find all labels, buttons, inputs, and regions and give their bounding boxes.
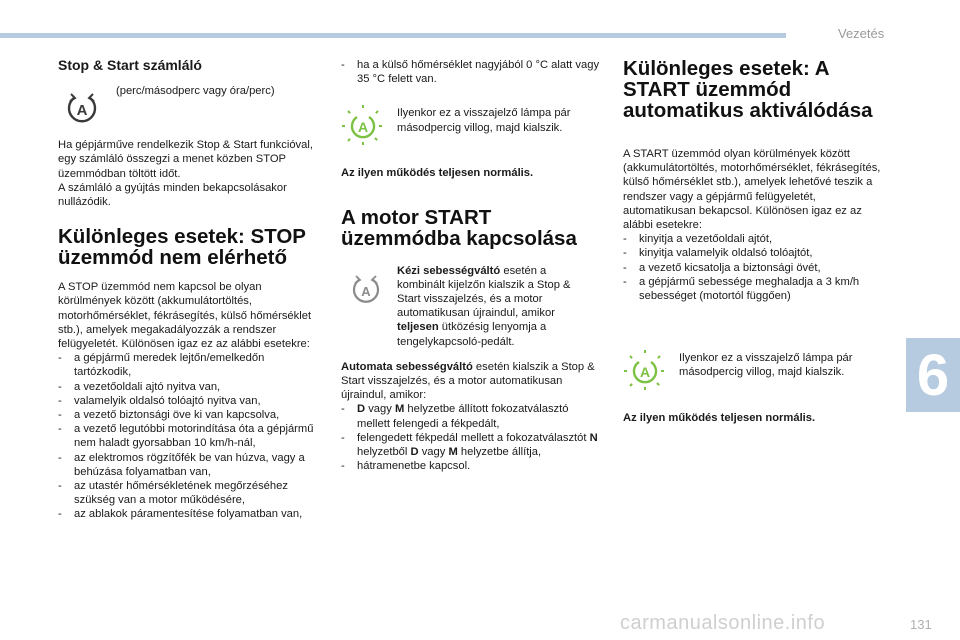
chapter-tab: 6 <box>906 338 960 412</box>
normal-text: Az ilyen működés teljesen normális. <box>341 167 534 180</box>
start-list <box>623 232 885 303</box>
motor-start-heading: A motor START üzemmódba kapcsolása <box>341 205 577 250</box>
page-number: 131 <box>910 617 932 632</box>
stop-list <box>58 351 316 521</box>
counter-heading: Stop & Start számláló <box>58 57 202 73</box>
watermark: carmanualsonline.info <box>620 612 826 634</box>
counter-text-2: A számláló a gyújtás minden bekapcsolásakor nullázódik. <box>58 181 287 209</box>
counter-icon-row <box>58 86 316 128</box>
svg-text:A: A <box>361 283 371 299</box>
svg-text:A: A <box>76 102 88 120</box>
list-item: - a vezető biztonsági öve ki van kapcsolva, <box>58 408 316 422</box>
manual-text: Kézi sebességváltó esetén a kombinált kijelzőn kialszik a Stop & Start visszajelzés, és a motor automatikusan újraindul, amikor teljesen ütközésig lenyomja a tengelykapcsoló-pedált. <box>397 264 571 348</box>
manual-icon-row <box>341 264 603 349</box>
blink-text-2: Ilyenkor ez a visszajelző lámpa pár másodpercig villog, majd kialszik. <box>679 352 853 379</box>
list-item: - a vezetőoldali ajtó nyitva van, <box>58 380 316 394</box>
header-accent-bar <box>0 33 786 38</box>
list-item: - az elektromos rögzítőfék be van húzva, vagy a behúzása folyamatban van, <box>58 451 316 479</box>
list-item: - ha a külső hőmérséklet nagyjából 0 °C alatt vagy 35 °C felett van. <box>341 58 603 86</box>
start-stop-icon <box>62 88 102 128</box>
blink-icon-row-2 <box>623 349 885 393</box>
column-left <box>58 58 316 522</box>
auto-text: Automata sebességváltó esetén kialszik a Stop & Start visszajelzés, és a motor automatikusan újraindul, amikor: <box>341 360 595 402</box>
list-item: - hátramenetbe kapcsol. <box>341 459 603 473</box>
start-stop-green-icon <box>623 349 667 393</box>
list-item: - az utastér hőmérsékletének megőrzéséhez szükség van a motor működésére, <box>58 479 316 507</box>
blink-text: Ilyenkor ez a visszajelző lámpa pár másodpercig villog, majd kialszik. <box>397 107 571 134</box>
stop-intro: A STOP üzemmód nem kapcsol be olyan körülmények között (akkumulátortöltés, motorhőmérséklet, fékrásegítés, külső hőmérséklet stb.), amelyek megakadályozzák a rendszer felügyeletét. Különösen igaz ez az alábbi esetekre: <box>58 281 312 351</box>
start-heading: Különleges esetek: A START üzemmód automatikus aktiválódása <box>623 57 873 122</box>
list-item: - kinyitja a vezetőoldali ajtót, <box>623 232 885 246</box>
stop-heading: Különleges esetek: STOP üzemmód nem elérhető <box>58 225 306 270</box>
list-item: - a vezető legutóbbi motorindítása óta a gépjármű nem haladt gyorsabban 10 km/h-nál, <box>58 422 316 450</box>
list-item: - valamelyik oldalsó tolóajtó nyitva van, <box>58 394 316 408</box>
list-item: - felengedett fékpedál mellett a fokozatválasztót N helyzetből D vagy M helyzetbe állítja, <box>341 431 603 459</box>
list-item: - a vezető kicsatolja a biztonsági övét, <box>623 261 885 275</box>
start-stop-gray-icon <box>349 272 383 306</box>
blink-icon-row <box>341 104 603 148</box>
counter-unit: (perc/másodperc vagy óra/perc) <box>116 85 275 98</box>
section-title: Vezetés <box>838 26 885 41</box>
svg-text:A: A <box>357 119 369 136</box>
continued-list <box>341 58 603 86</box>
auto-list <box>341 402 603 473</box>
start-intro: A START üzemmód olyan körülmények között (akkumulátortöltés, motorhőmérséklet, fékrásegítés, külső hőmérséklet stb.), amelyek lehetővé teszik a rendszer vagy a gépjármű felügyeletét, automatikusan bekapcsol. Különösen igaz ez az alábbi esetekre: <box>623 148 881 232</box>
start-stop-green-icon <box>341 104 385 148</box>
list-item: - az ablakok páramentesítése folyamatban van, <box>58 507 316 521</box>
svg-text:A: A <box>639 364 651 381</box>
list-item: - D vagy M helyzetbe állított fokozatválasztó mellett felengedi a fékpedált, <box>341 402 603 430</box>
counter-text-1: Ha gépjárműve rendelkezik Stop & Start funkcióval, egy számláló összegzi a menet közben STOP üzemmódban töltött időt. <box>58 139 313 180</box>
column-middle <box>341 58 603 473</box>
list-item: - a gépjármű sebessége meghaladja a 3 km/h sebességet (motortól függően) <box>623 275 885 303</box>
column-right <box>623 58 885 425</box>
list-item: - kinyitja valamelyik oldalsó tolóajtót, <box>623 246 885 260</box>
list-item: - a gépjármű meredek lejtőn/emelkedőn tartózkodik, <box>58 351 316 379</box>
normal-text-2: Az ilyen működés teljesen normális. <box>623 412 816 425</box>
